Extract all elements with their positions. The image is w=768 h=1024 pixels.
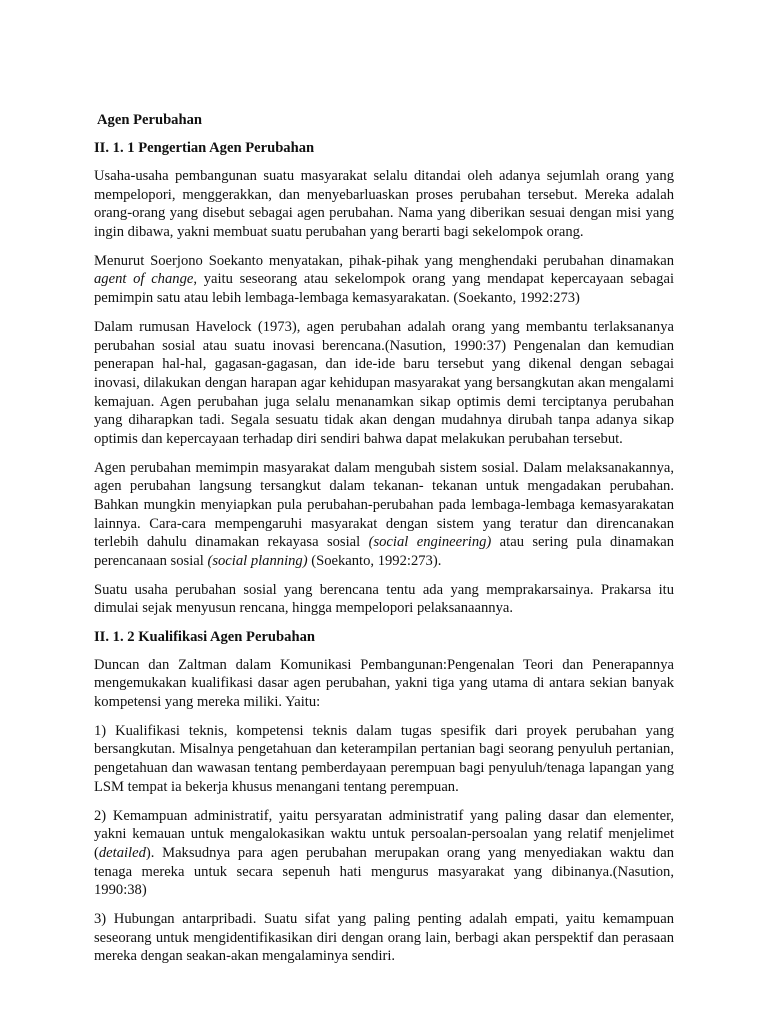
section-heading-pengertian: II. 1. 1 Pengertian Agen Perubahan bbox=[94, 140, 315, 156]
paragraph-4-text-a: Agen perubahan memimpin masyarakat dalam mengubah sistem sosial. Dalam melaksanakannya, agen perubahan langsung tersangkut dalam tekanan- tekanan untuk mengadakan perubahan. Bahkan mungkin menyiapkan pula perubahan-perubahan pada lembaga-lembaga kemasyarakatan lainnya. Cara-cara mempengaruhi masyarakat dengan sistem yang teratur dan direncanakan terlebih dahulu dinamakan rekayasa sosial bbox=[94, 459, 674, 551]
paragraph-4-term-social-planning: (social planning) bbox=[207, 552, 308, 569]
paragraph-6: Duncan dan Zaltman dalam Komunikasi Pembangunan:Pengenalan Teori dan Penerapannya mengemukakan kualifikasi dasar agen perubahan, yakni tiga yang utama di antara sekian banyak kompetensi yang mereka miliki. Yaitu: bbox=[94, 656, 674, 710]
document-title: Agen Perubahan bbox=[97, 112, 203, 128]
paragraph-3: Dalam rumusan Havelock (1973), agen perubahan adalah orang yang membantu terlaksananya perubahan sosial atau suatu inovasi berencana.(Nasution, 1990:37) Pengenalan dan kemudian penerapan hal-hal, gagasan-gagasan, dan ide-ide baru tersebut yang dikenal dengan sebagai inovasi, dilakukan dengan harapan agar kehidupan masyarakat yang bersangkutan akan mengalami kemajuan. Agen perubahan juga selalu menanamkan sikap optimis demi terciptanya perubahan yang diharapkan tadi. Segala sesuatu tidak akan dengan mudahnya dirubah tanpa adanya sikap optimis dan kepercayaan terhadap diri sendiri bahwa dapat melakukan perubahan tersebut. bbox=[94, 319, 674, 447]
paragraph-5: Suatu usaha perubahan sosial yang berencana tentu ada yang memprakarsainya. Prakarsa itu dimulai sejak menyusun rencana, hingga mempelopori pelaksanaannya. bbox=[94, 581, 674, 617]
paragraph-4-term-social-engineering: (social engineering) bbox=[368, 534, 492, 551]
paragraph-1: Usaha-usaha pembangunan suatu masyarakat selalu ditandai oleh adanya sejumlah orang yang mempelopori, menggerakkan, dan menyebarluaskan proses perubahan tersebut. Mereka adalah orang-orang yang disebut sebagai agen perubahan. Nama yang diberikan sesuai dengan misi yang ingin dibawa, yakni membuat suatu perubahan yang berarti bagi sekelompok orang. bbox=[94, 168, 674, 240]
paragraph-8 bbox=[94, 807, 674, 900]
paragraph-8-text-a: 2) Kemampuan administratif, yaitu persyaratan administratif yang paling dasar dan elementer, yakni kemauan untuk mengalokasikan waktu untuk persoalan-persoalan yang relatif menjelimet ( bbox=[94, 807, 674, 861]
section-heading-kualifikasi: II. 1. 2 Kualifikasi Agen Perubahan bbox=[94, 628, 315, 645]
paragraph-2-text-c: , yaitu seseorang atau sekelompok orang yang mendapat kepercayaan sebagai pemimpin satu atau lebih lembaga-lembaga kemasyarakatan. (Soekanto, 1992:273) bbox=[94, 271, 674, 307]
paragraph-2-text-a: Menurut Soerjono Soekanto menyatakan, pihak-pihak yang menghendaki perubahan dinamakan bbox=[94, 252, 674, 269]
paragraph-7: 1) Kualifikasi teknis, kompetensi teknis dalam tugas spesifik dari proyek perubahan yang bersangkutan. Misalnya pengetahuan dan keterampilan pertanian bagi seorang penyuluh pertanian, pengetahuan dan wawasan tentang pemberdayaan perempuan bagi penyuluh/tenaga lapangan yang LSM tempat ia bekerja khusus menangani tentang perempuan. bbox=[94, 722, 674, 795]
paragraph-4-text-c: atau sering pula dinamakan perencanaan sosial bbox=[94, 534, 674, 569]
paragraph-8-term-detailed: detailed bbox=[98, 844, 146, 861]
paragraph-2-term-agent-of-change: agent of change bbox=[94, 271, 194, 288]
paragraph-2 bbox=[94, 252, 674, 308]
paragraph-4-text-e: (Soekanto, 1992:273). bbox=[307, 552, 442, 569]
paragraph-4 bbox=[94, 459, 674, 571]
paragraph-9: 3) Hubungan antarpribadi. Suatu sifat yang paling penting adalah empati, yaitu kemampuan seseorang untuk mengidentifikasikan diri dengan orang lain, berbagi akan perspektif dan perasaan mereka dengan seakan-akan mengalaminya sendiri. bbox=[94, 911, 674, 965]
paragraph-8-text-c: ). Maksudnya para agen perubahan merupakan orang yang menyediakan waktu dan tenaga mereka untuk secara sepenuh hati mengurus masyarakat yang dibinanya.(Nasution, 1990:38) bbox=[94, 844, 674, 899]
